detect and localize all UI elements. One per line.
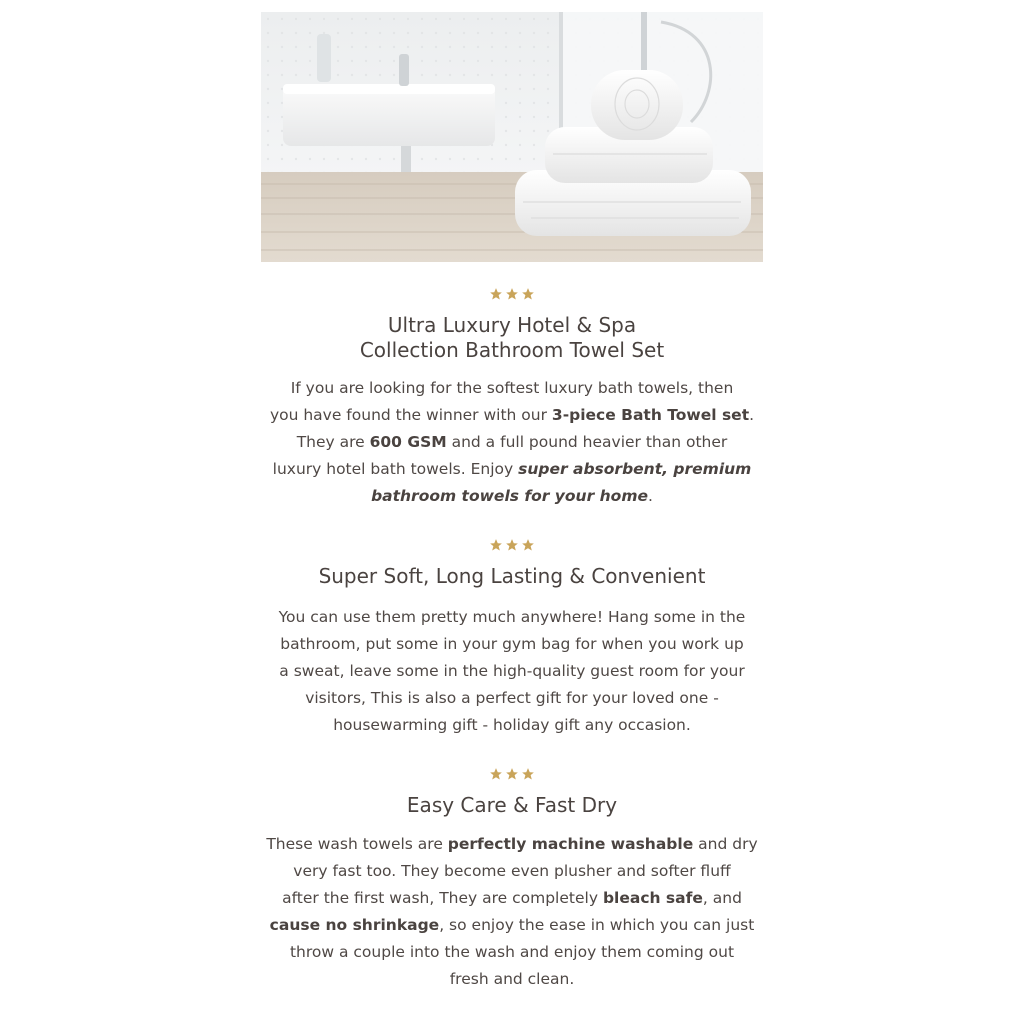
star-icon — [521, 538, 535, 552]
body-line: cause no shrinkage, so enjoy the ease in which you can just — [269, 916, 755, 934]
body-line: bathroom, put some in your gym bag for when you work up — [280, 635, 744, 653]
hero-image — [261, 12, 763, 262]
section-body-3 — [0, 831, 1024, 993]
body-line: They are 600 GSM and a full pound heavier than other — [296, 433, 728, 451]
body-line: housewarming gift - holiday gift any occasion. — [333, 716, 691, 734]
towel-stack-bathroom-photo — [261, 12, 763, 262]
body-line: you have found the winner with our 3-piece Bath Towel set. — [269, 406, 755, 424]
section-body-1 — [0, 375, 1024, 510]
emphasis: perfectly machine washable — [447, 835, 694, 853]
star-icon — [489, 767, 503, 781]
body-line: fresh and clean. — [449, 970, 575, 988]
section-title-2: Super Soft, Long Lasting & Convenient — [318, 564, 706, 588]
body-line: a sweat, leave some in the high-quality guest room for your — [279, 662, 745, 680]
section-body-2 — [0, 604, 1024, 739]
emphasis: super absorbent, premium — [518, 460, 752, 478]
section-title-3: Easy Care & Fast Dry — [406, 793, 618, 817]
body-line: luxury hotel bath towels. Enjoy super absorbent, premium — [272, 460, 752, 478]
body-line: visitors, This is also a perfect gift for your loved one - — [305, 689, 719, 707]
section-title-1-line1: Ultra Luxury Hotel & Spa — [387, 313, 637, 337]
emphasis: 3-piece Bath Towel set — [551, 406, 750, 424]
stars-divider-2 — [0, 538, 1024, 552]
section-title-1-line2: Collection Bathroom Towel Set — [359, 338, 665, 362]
body-line: These wash towels are perfectly machine washable and dry — [266, 835, 758, 853]
section-title-1 — [0, 313, 1024, 363]
emphasis: cause no shrinkage — [269, 916, 440, 934]
star-icon — [505, 287, 519, 301]
star-icon — [489, 287, 503, 301]
body-line: very fast too. They become even plusher and softer fluff — [293, 862, 731, 880]
emphasis: bathroom towels for your home — [371, 487, 648, 505]
star-icon — [489, 538, 503, 552]
star-icon — [521, 287, 535, 301]
star-icon — [505, 767, 519, 781]
stars-divider-3 — [0, 767, 1024, 781]
emphasis: 600 GSM — [369, 433, 447, 451]
body-line: You can use them pretty much anywhere! Hang some in the — [278, 608, 746, 626]
body-line: throw a couple into the wash and enjoy them coming out — [289, 943, 735, 961]
body-line: If you are looking for the softest luxury bath towels, then — [290, 379, 734, 397]
star-icon — [505, 538, 519, 552]
stars-divider-1 — [0, 287, 1024, 301]
emphasis: bleach safe — [602, 889, 703, 907]
body-line: bathroom towels for your home. — [371, 487, 653, 505]
body-line: after the first wash, They are completely bleach safe, and — [282, 889, 742, 907]
star-icon — [521, 767, 535, 781]
